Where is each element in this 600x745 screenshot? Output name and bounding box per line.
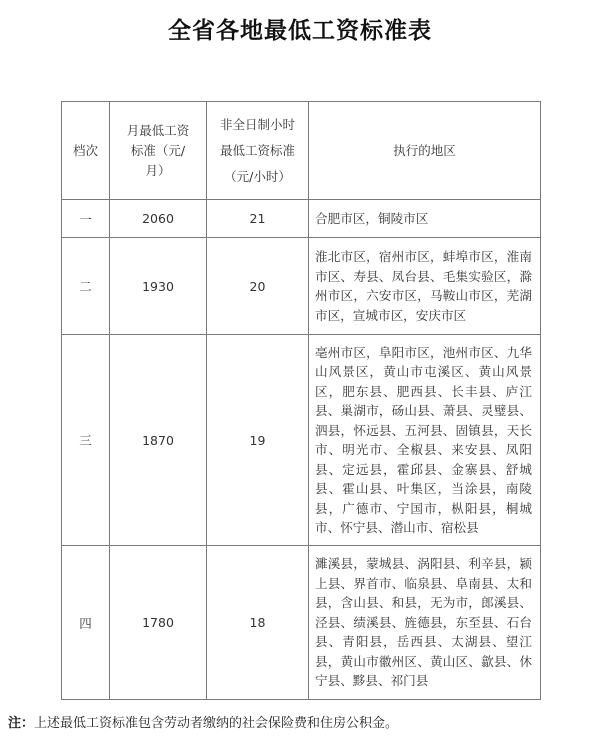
page-title: 全省各地最低工资标准表 [168, 17, 432, 44]
table-row [62, 546, 541, 700]
header-regions: 执行的地区 [309, 102, 541, 200]
row-monthly: 1870 [110, 335, 207, 546]
header-grade: 档次 [62, 102, 110, 200]
row-regions: 濉溪县，蒙城县、涡阳县、利辛县，颍上县、界首市、临泉县、阜南县、太和县，含山县、和县，无为市，郎溪县、泾县、绩溪县、旌德县，东至县、石台县、青阳县，岳西县、太湖县、望江县，黄山市徽州区、黄山区、歙县、休宁县、黟县、祁门县 [309, 546, 541, 700]
header-hourly [207, 102, 309, 200]
row-regions: 亳州市区，阜阳市区，池州市区、九华山风景区，黄山市屯溪区、黄山风景区，肥东县、肥西县、长丰县、庐江县、巢湖市，砀山县、萧县、灵璧县、泗县，怀远县、五河县、固镇县，天长市、明光市、全椒县、来安县、凤阳县、定远县，霍邱县、金寨县、舒城县、霍山县、叶集区，当涂县，南陵县，广德市、宁国市，枞阳县，桐城市、怀宁县、潜山市、宿松县 [309, 335, 541, 546]
header-hourly-line2: 最低工资标准 [219, 142, 295, 158]
row-hourly: 21 [207, 200, 309, 238]
footnote-label: 注： [8, 716, 35, 731]
table-row [62, 238, 541, 335]
footnote-text: 上述最低工资标准包含劳动者缴纳的社会保险费和住房公积金。 [34, 716, 399, 731]
row-grade: 一 [62, 200, 110, 238]
wage-table [61, 101, 541, 700]
table-row [62, 200, 541, 238]
header-monthly-line3: 月） [145, 162, 171, 178]
footnote [8, 712, 598, 731]
row-hourly: 20 [207, 238, 309, 335]
row-monthly: 2060 [110, 200, 207, 238]
header-hourly-line1: 非全日制小时 [219, 116, 295, 132]
header-monthly [110, 102, 207, 200]
row-hourly: 18 [207, 546, 309, 700]
row-hourly: 19 [207, 335, 309, 546]
row-grade: 二 [62, 238, 110, 335]
row-monthly: 1930 [110, 238, 207, 335]
header-monthly-line2: 标准（元/ [130, 142, 186, 158]
header-monthly-line1: 月最低工资 [126, 122, 190, 138]
row-grade: 三 [62, 335, 110, 546]
table-row [62, 335, 541, 546]
row-grade: 四 [62, 546, 110, 700]
row-monthly: 1780 [110, 546, 207, 700]
row-regions: 淮北市区，宿州市区，蚌埠市区，淮南市区、寿县、凤台县、毛集实验区，滁州市区，六安市区，马鞍山市区，芜湖市区，宣城市区，安庆市区 [309, 238, 541, 335]
header-row [62, 102, 541, 200]
header-hourly-line3: （元/小时） [224, 168, 291, 184]
row-regions: 合肥市区，铜陵市区 [309, 200, 541, 238]
